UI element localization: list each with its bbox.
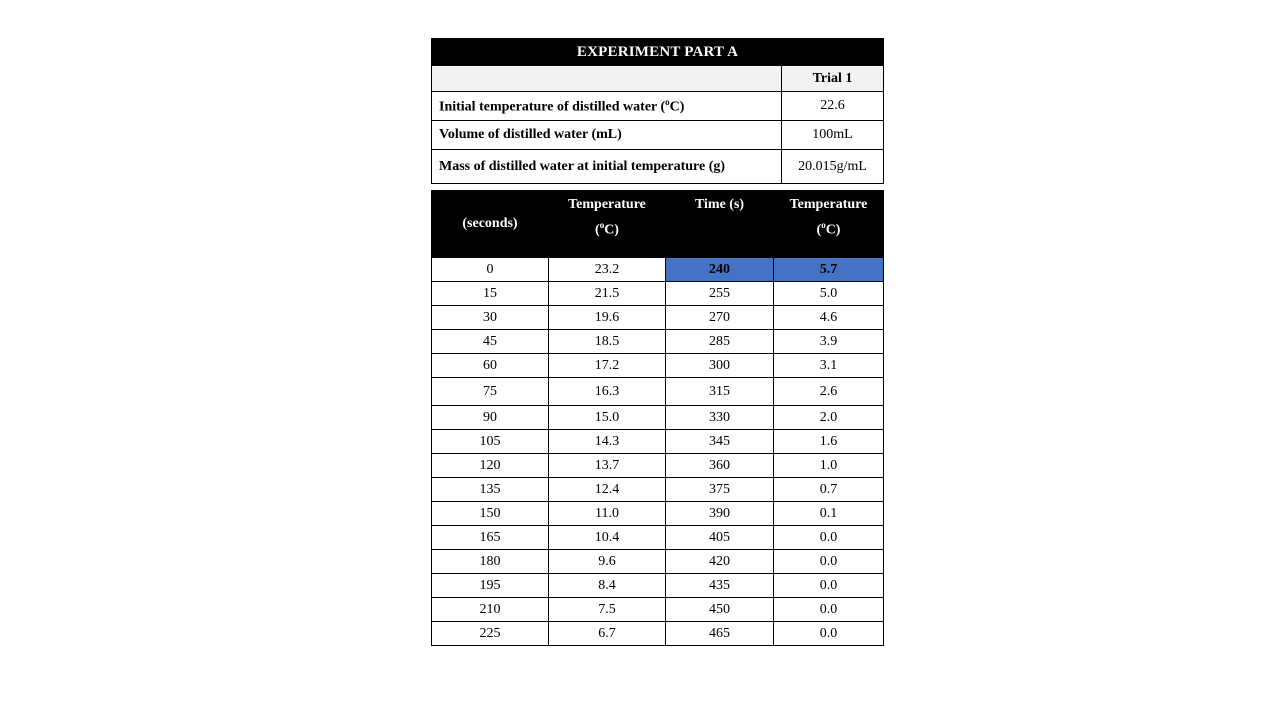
- table-cell: 10.4: [549, 526, 666, 550]
- table-cell: 21.5: [549, 282, 666, 306]
- table-cell: 3.1: [774, 354, 884, 378]
- info-label-initial-temp: Initial temperature of distilled water ($^o$C): [432, 92, 782, 121]
- table-cell: 270: [666, 306, 774, 330]
- table-cell: 23.2: [549, 258, 666, 282]
- table-cell: 360: [666, 454, 774, 478]
- info-label-volume: Volume of distilled water (mL): [432, 121, 782, 150]
- table-cell: 18.5: [549, 330, 666, 354]
- table-cell: 150: [432, 502, 549, 526]
- table-cell: 15.0: [549, 406, 666, 430]
- table-cell: 435: [666, 574, 774, 598]
- table-row: [432, 598, 884, 622]
- table-cell: 5.7: [774, 258, 884, 282]
- table-cell: 465: [666, 622, 774, 646]
- table-cell: 240: [666, 258, 774, 282]
- table-row: [432, 258, 884, 282]
- data-table: [431, 190, 884, 646]
- table-title: EXPERIMENT PART A: [432, 39, 884, 66]
- table-cell: 210: [432, 598, 549, 622]
- table-cell: 0.1: [774, 502, 884, 526]
- table-cell: 0.0: [774, 598, 884, 622]
- header-time: Time (s): [666, 191, 774, 258]
- table-cell: 0: [432, 258, 549, 282]
- header-temperature-1: Temperature ($^o$C): [549, 191, 666, 258]
- table-cell: 1.0: [774, 454, 884, 478]
- header-temperature-2: Temperature ($^o$C): [774, 191, 884, 258]
- table-row: [432, 574, 884, 598]
- table-cell: 15: [432, 282, 549, 306]
- table-row: [432, 354, 884, 378]
- table-row: [432, 622, 884, 646]
- table-cell: 19.6: [549, 306, 666, 330]
- table-cell: 45: [432, 330, 549, 354]
- table-cell: 135: [432, 478, 549, 502]
- table-cell: 300: [666, 354, 774, 378]
- table-row: [432, 330, 884, 354]
- table-cell: 285: [666, 330, 774, 354]
- table-row: [432, 430, 884, 454]
- table-row: [432, 306, 884, 330]
- table-cell: 165: [432, 526, 549, 550]
- table-row: [432, 478, 884, 502]
- table-cell: 60: [432, 354, 549, 378]
- info-value-mass: 20.015g/mL: [782, 150, 884, 184]
- table-row: [432, 502, 884, 526]
- table-cell: 75: [432, 378, 549, 406]
- table-cell: 105: [432, 430, 549, 454]
- table-cell: 6.7: [549, 622, 666, 646]
- table-cell: 450: [666, 598, 774, 622]
- info-value-volume: 100mL: [782, 121, 884, 150]
- table-cell: 120: [432, 454, 549, 478]
- info-value-initial-temp: 22.6: [782, 92, 884, 121]
- table-cell: 0.0: [774, 574, 884, 598]
- table-cell: 4.6: [774, 306, 884, 330]
- table-cell: 0.0: [774, 622, 884, 646]
- table-cell: 195: [432, 574, 549, 598]
- data-table-body: [432, 258, 884, 646]
- table-cell: 1.6: [774, 430, 884, 454]
- table-cell: 390: [666, 502, 774, 526]
- info-label-mass: Mass of distilled water at initial temperature (g): [432, 150, 782, 184]
- table-cell: 17.2: [549, 354, 666, 378]
- table-cell: 345: [666, 430, 774, 454]
- table-row: [432, 526, 884, 550]
- table-cell: 5.0: [774, 282, 884, 306]
- table-cell: 0.0: [774, 526, 884, 550]
- experiment-table-container: [431, 38, 883, 646]
- table-cell: 180: [432, 550, 549, 574]
- table-row: [432, 282, 884, 306]
- info-table: [431, 38, 884, 184]
- table-cell: 30: [432, 306, 549, 330]
- table-cell: 420: [666, 550, 774, 574]
- table-cell: 16.3: [549, 378, 666, 406]
- table-cell: 8.4: [549, 574, 666, 598]
- table-cell: 225: [432, 622, 549, 646]
- table-row: [432, 550, 884, 574]
- table-cell: 0.7: [774, 478, 884, 502]
- table-cell: 405: [666, 526, 774, 550]
- table-cell: 3.9: [774, 330, 884, 354]
- blank-header-cell: [432, 66, 782, 92]
- table-cell: 12.4: [549, 478, 666, 502]
- table-row: [432, 406, 884, 430]
- table-cell: 9.6: [549, 550, 666, 574]
- table-cell: 2.0: [774, 406, 884, 430]
- table-row: [432, 454, 884, 478]
- table-cell: 375: [666, 478, 774, 502]
- table-cell: 13.7: [549, 454, 666, 478]
- table-cell: 315: [666, 378, 774, 406]
- table-cell: 255: [666, 282, 774, 306]
- table-cell: 11.0: [549, 502, 666, 526]
- table-cell: 330: [666, 406, 774, 430]
- table-cell: 7.5: [549, 598, 666, 622]
- table-cell: 14.3: [549, 430, 666, 454]
- table-cell: 0.0: [774, 550, 884, 574]
- table-cell: 2.6: [774, 378, 884, 406]
- table-cell: 90: [432, 406, 549, 430]
- table-row: [432, 378, 884, 406]
- header-seconds: (seconds): [432, 191, 549, 258]
- trial-header: Trial 1: [782, 66, 884, 92]
